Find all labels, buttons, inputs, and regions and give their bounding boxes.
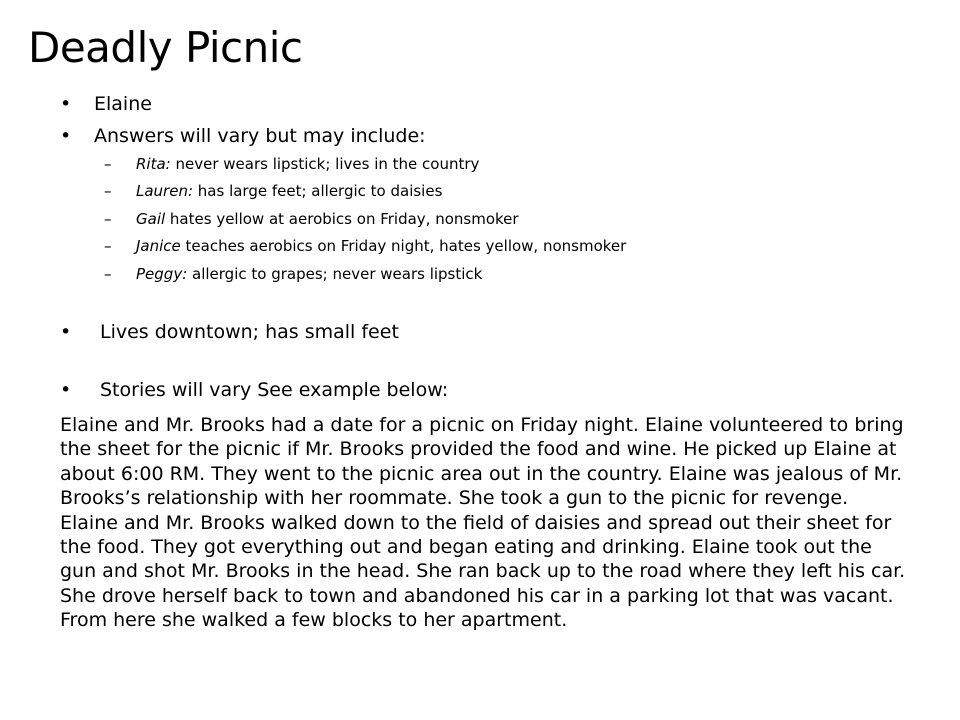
sub-marker: – [104, 265, 112, 283]
suspect-details: has large feet; allergic to daisies [193, 182, 443, 200]
sub-text [136, 181, 442, 201]
story-paragraph: Elaine and Mr. Brooks had a date for a picnic on Friday night. Elaine volunteered to bring the sheet for the picnic if Mr. Brooks provided the food and wine. He picked up Elaine at about 6:00 RM. They went to the picnic area out in the country. Elaine was jealous of Mr. Brooks’s relationship with her roommate. She took a gun to the picnic for revenge. Elaine and Mr. Brooks walked down to the field of daisies and spread out their sheet for the food. They got everything out and began eating and drinking. Elaine took out the gun and shot Mr. Brooks in the head. She ran back up to the road where they left his car. She drove herself back to town and abandoned his car in a parking lot that was vacant. From here she walked a few blocks to her apartment. [60, 414, 906, 632]
sub-text [136, 236, 626, 256]
sub-marker: – [104, 182, 112, 200]
bullet-marker: • [60, 93, 72, 115]
bullet-marker: • [60, 125, 72, 147]
suspect-name: Lauren: [136, 182, 194, 200]
bullet-marker: • [60, 321, 72, 343]
bullet-text: Lives downtown; has small feet [100, 321, 399, 343]
bullet-marker: • [60, 379, 72, 401]
slide-title: Deadly Picnic [28, 23, 303, 72]
sub-text [136, 264, 482, 284]
sub-marker: – [104, 155, 112, 173]
bullet-text: Stories will vary See example below: [100, 379, 449, 401]
bullet-text: Answers will vary but may include: [94, 125, 426, 147]
suspect-name: Peggy: [136, 265, 188, 283]
suspect-name: Janice [136, 237, 181, 255]
suspect-details: never wears lipstick; lives in the country [170, 155, 480, 173]
sub-marker: – [104, 210, 112, 228]
suspect-details: teaches aerobics on Friday night, hates yellow, nonsmoker [180, 237, 627, 255]
bullet-text: Elaine [94, 93, 152, 115]
suspect-details: hates yellow at aerobics on Friday, nonsmoker [165, 210, 519, 228]
sub-marker: – [104, 237, 112, 255]
suspect-name: Rita: [136, 155, 171, 173]
sub-text [136, 154, 479, 174]
sub-text [136, 209, 519, 229]
suspect-details: allergic to grapes; never wears lipstick [187, 265, 483, 283]
suspect-name: Gail [136, 210, 166, 228]
